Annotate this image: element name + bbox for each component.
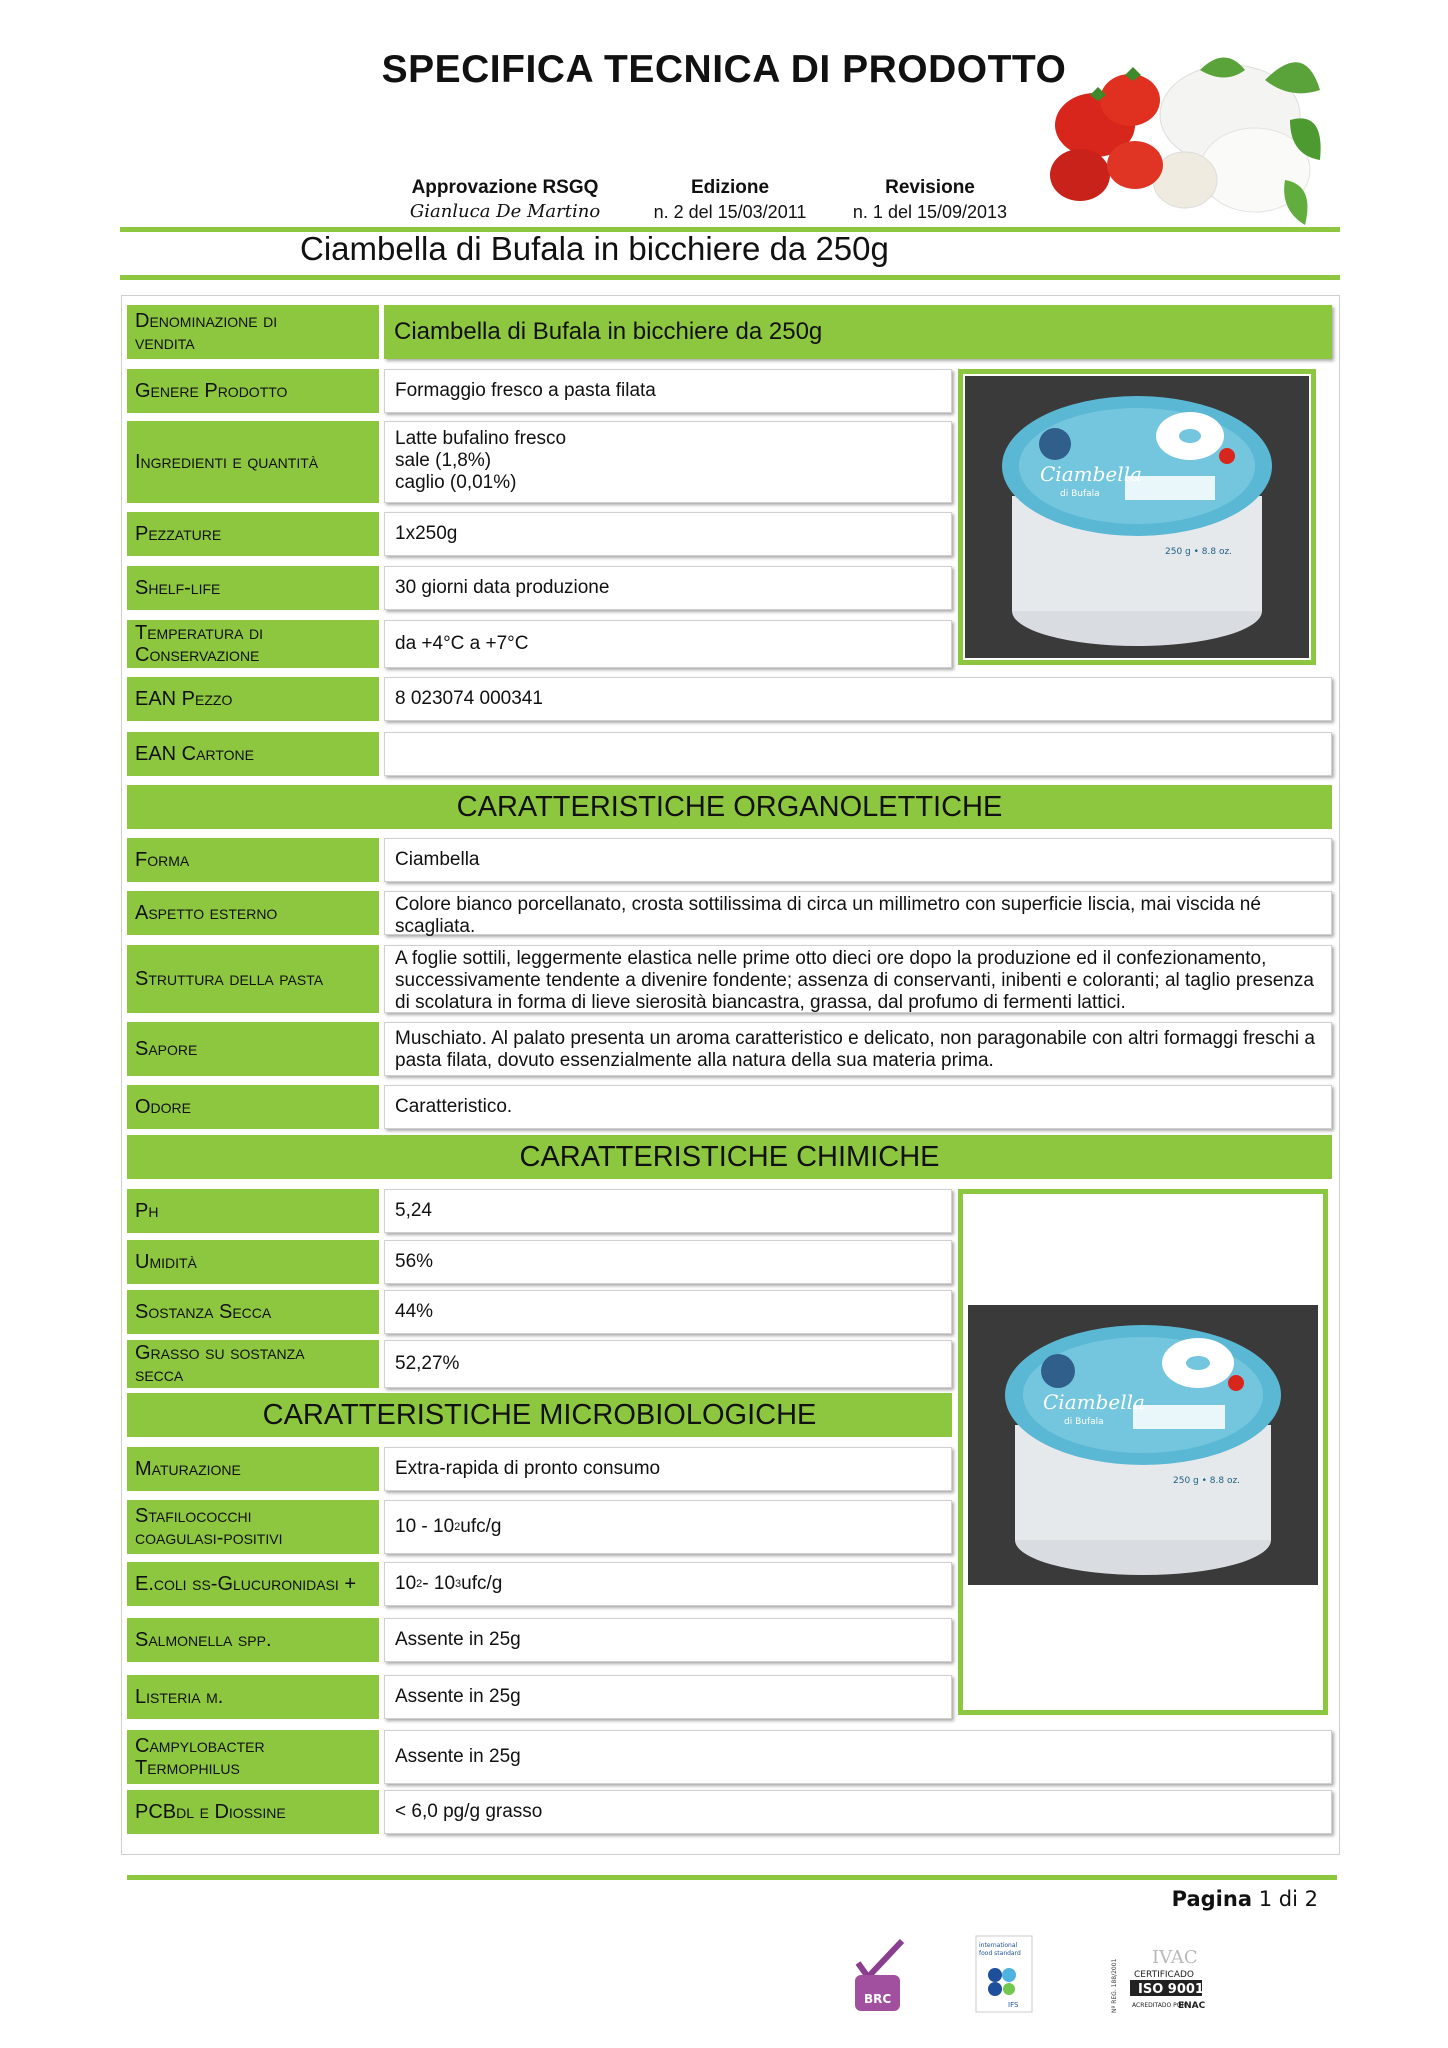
header-rule-bottom xyxy=(120,275,1340,280)
photo-2-brand-sub: di Bufala xyxy=(1064,1417,1104,1427)
revision-label: Revisione xyxy=(885,177,975,198)
value-pezzature: 1x250g xyxy=(384,512,952,556)
label-ecoli: E.coli ß-Glucuronidasi + xyxy=(127,1562,379,1606)
label-odore: Odore xyxy=(127,1085,379,1129)
page-number: Pagina 1 di 2 xyxy=(1171,1887,1318,1911)
value-grasso: 52,27% xyxy=(384,1340,952,1388)
ifs-logo-icon xyxy=(975,1935,1035,2015)
edition-value: n. 2 del 15/03/2011 xyxy=(653,202,807,222)
label-stafilococchi: Stafilococchi coagulasi-positivi xyxy=(127,1500,379,1554)
label-pezzature: Pezzature xyxy=(127,512,379,556)
label-listeria: Listeria m. xyxy=(127,1675,379,1719)
tomato-mozzarella-illustration xyxy=(1035,40,1325,240)
svg-text:food standard: food standard xyxy=(979,1950,1021,1957)
value-salmonella: Assente in 25g xyxy=(384,1618,952,1662)
value-stafilococchi: 10 - 10 2 ufc/g xyxy=(384,1500,952,1554)
label-umidita: Umidità xyxy=(127,1240,379,1284)
value-struttura: A foglie sottili, leggermente elastica nelle prime otto dieci ore dopo la produzione ed il confezionamento, successivamente tendente a divenire fondente; assenza di conservanti, inibenti e coloranti; al taglio presenza di scolatura in forma di lieve sierosità biancastra, grassa, dal profumo di fermenti lattici. xyxy=(384,945,1332,1013)
page-title: SPECIFICA TECNICA DI PRODOTTO xyxy=(381,48,1067,91)
svg-text:BRC: BRC xyxy=(864,1992,892,2006)
value-temperatura: da +4°C a +7°C xyxy=(384,620,952,668)
value-genere: Formaggio fresco a pasta filata xyxy=(384,369,952,413)
svg-text:international: international xyxy=(979,1942,1018,1949)
svg-text:ENAC: ENAC xyxy=(1178,2001,1206,2011)
value-sapore: Muschiato. Al palato presenta un aroma caratteristico e delicato, non paragonabile con altri formaggi freschi a pasta filata, dovuto essenzialmente alla natura della sua materia prima. xyxy=(384,1022,1332,1076)
svg-text:ISO 9001: ISO 9001 xyxy=(1138,1982,1204,1997)
label-ean-cartone: EAN Cartone xyxy=(127,732,379,776)
label-denominazione: Denominazione di vendita xyxy=(127,305,379,359)
product-photo-1 xyxy=(965,376,1309,658)
iso-9001-logo-icon xyxy=(1110,1945,1210,2015)
edition-block xyxy=(635,176,825,224)
section-microbiologiche: CARATTERISTICHE MICROBIOLOGICHE xyxy=(127,1393,952,1437)
value-pcb: < 6,0 pg/g grasso xyxy=(384,1790,1332,1834)
value-sostanza-secca: 44% xyxy=(384,1290,952,1334)
label-aspetto: Aspetto esterno xyxy=(127,891,379,935)
value-shelf-life: 30 giorni data produzione xyxy=(384,566,952,610)
revision-block xyxy=(835,176,1025,224)
value-ean-pezzo: 8 023074 000341 xyxy=(384,677,1332,721)
value-ingredienti xyxy=(384,421,952,503)
value-ph: 5,24 xyxy=(384,1189,952,1233)
section-chimiche: CARATTERISTICHE CHIMICHE xyxy=(127,1135,1332,1179)
value-forma: Ciambella xyxy=(384,838,1332,882)
photo-1-weight: 250 g • 8.8 oz. xyxy=(1165,547,1233,557)
value-umidita: 56% xyxy=(384,1240,952,1284)
label-forma: Forma xyxy=(127,838,379,882)
value-ecoli: 10 2 - 10 3 ufc/g xyxy=(384,1562,952,1606)
footer-rule xyxy=(127,1875,1337,1880)
value-odore: Caratteristico. xyxy=(384,1085,1332,1129)
label-genere: Genere Prodotto xyxy=(127,369,379,413)
value-maturazione: Extra-rapida di pronto consumo xyxy=(384,1447,952,1491)
photo-1-brand-sub: di Bufala xyxy=(1060,489,1100,499)
label-struttura: Struttura della pasta xyxy=(127,945,379,1013)
label-pcb: PCBdl e Diossine xyxy=(127,1790,379,1834)
label-grasso: Grasso su sostanza secca xyxy=(127,1340,379,1388)
label-ean-pezzo: EAN Pezzo xyxy=(127,677,379,721)
svg-text:ACREDITADO POR: ACREDITADO POR xyxy=(1132,2002,1186,2009)
svg-text:IVAC: IVAC xyxy=(1152,1947,1198,1968)
approval-signature: Gianluca De Martino xyxy=(409,201,601,222)
label-campylobacter: Campylobacter Termophilus xyxy=(127,1730,379,1784)
svg-text:Nº REG. 188/2001: Nº REG. 188/2001 xyxy=(1111,1958,1118,2013)
label-maturazione: Maturazione xyxy=(127,1447,379,1491)
ingrediente-1: Latte bufalino fresco xyxy=(395,428,567,449)
label-sostanza-secca: Sostanza Secca xyxy=(127,1290,379,1334)
label-sapore: Sapore xyxy=(127,1022,379,1076)
photo-2-brand: Ciambella xyxy=(1043,1390,1145,1414)
label-salmonella: Salmonella spp. xyxy=(127,1618,379,1662)
label-ingredienti: Ingredienti e quantità xyxy=(127,421,379,503)
ingrediente-2: sale (1,8%) xyxy=(395,450,492,471)
svg-text:IFS: IFS xyxy=(1008,2001,1019,2009)
label-temperatura: Temperatura di Conservazione xyxy=(127,620,379,668)
section-organolettiche: CARATTERISTICHE ORGANOLETTICHE xyxy=(127,785,1332,829)
photo-2-weight: 250 g • 8.8 oz. xyxy=(1173,1476,1241,1486)
photo-1-brand: Ciambella xyxy=(1040,462,1142,486)
product-photo-2 xyxy=(968,1305,1318,1585)
approval-label: Approvazione RSGQ xyxy=(411,177,599,198)
label-shelf-life: Shelf-life xyxy=(127,566,379,610)
product-title: Ciambella di Bufala in bicchiere da 250g xyxy=(300,230,889,267)
label-ph: Ph xyxy=(127,1189,379,1233)
value-listeria: Assente in 25g xyxy=(384,1675,952,1719)
revision-value: n. 1 del 15/09/2013 xyxy=(852,202,1008,222)
value-aspetto: Colore bianco porcellanato, crosta sottilissima di circa un millimetro con superficie liscia, mai viscida né scagliata. xyxy=(384,891,1332,935)
value-denominazione: Ciambella di Bufala in bicchiere da 250g xyxy=(384,305,1332,359)
value-campylobacter: Assente in 25g xyxy=(384,1730,1332,1784)
svg-text:CERTIFICADO: CERTIFICADO xyxy=(1134,1970,1195,1980)
approval-block xyxy=(405,176,605,224)
edition-label: Edizione xyxy=(690,177,770,198)
brc-logo-icon xyxy=(850,1935,910,2015)
value-ean-cartone xyxy=(384,732,1332,776)
ingrediente-3: caglio (0,01%) xyxy=(395,472,517,493)
